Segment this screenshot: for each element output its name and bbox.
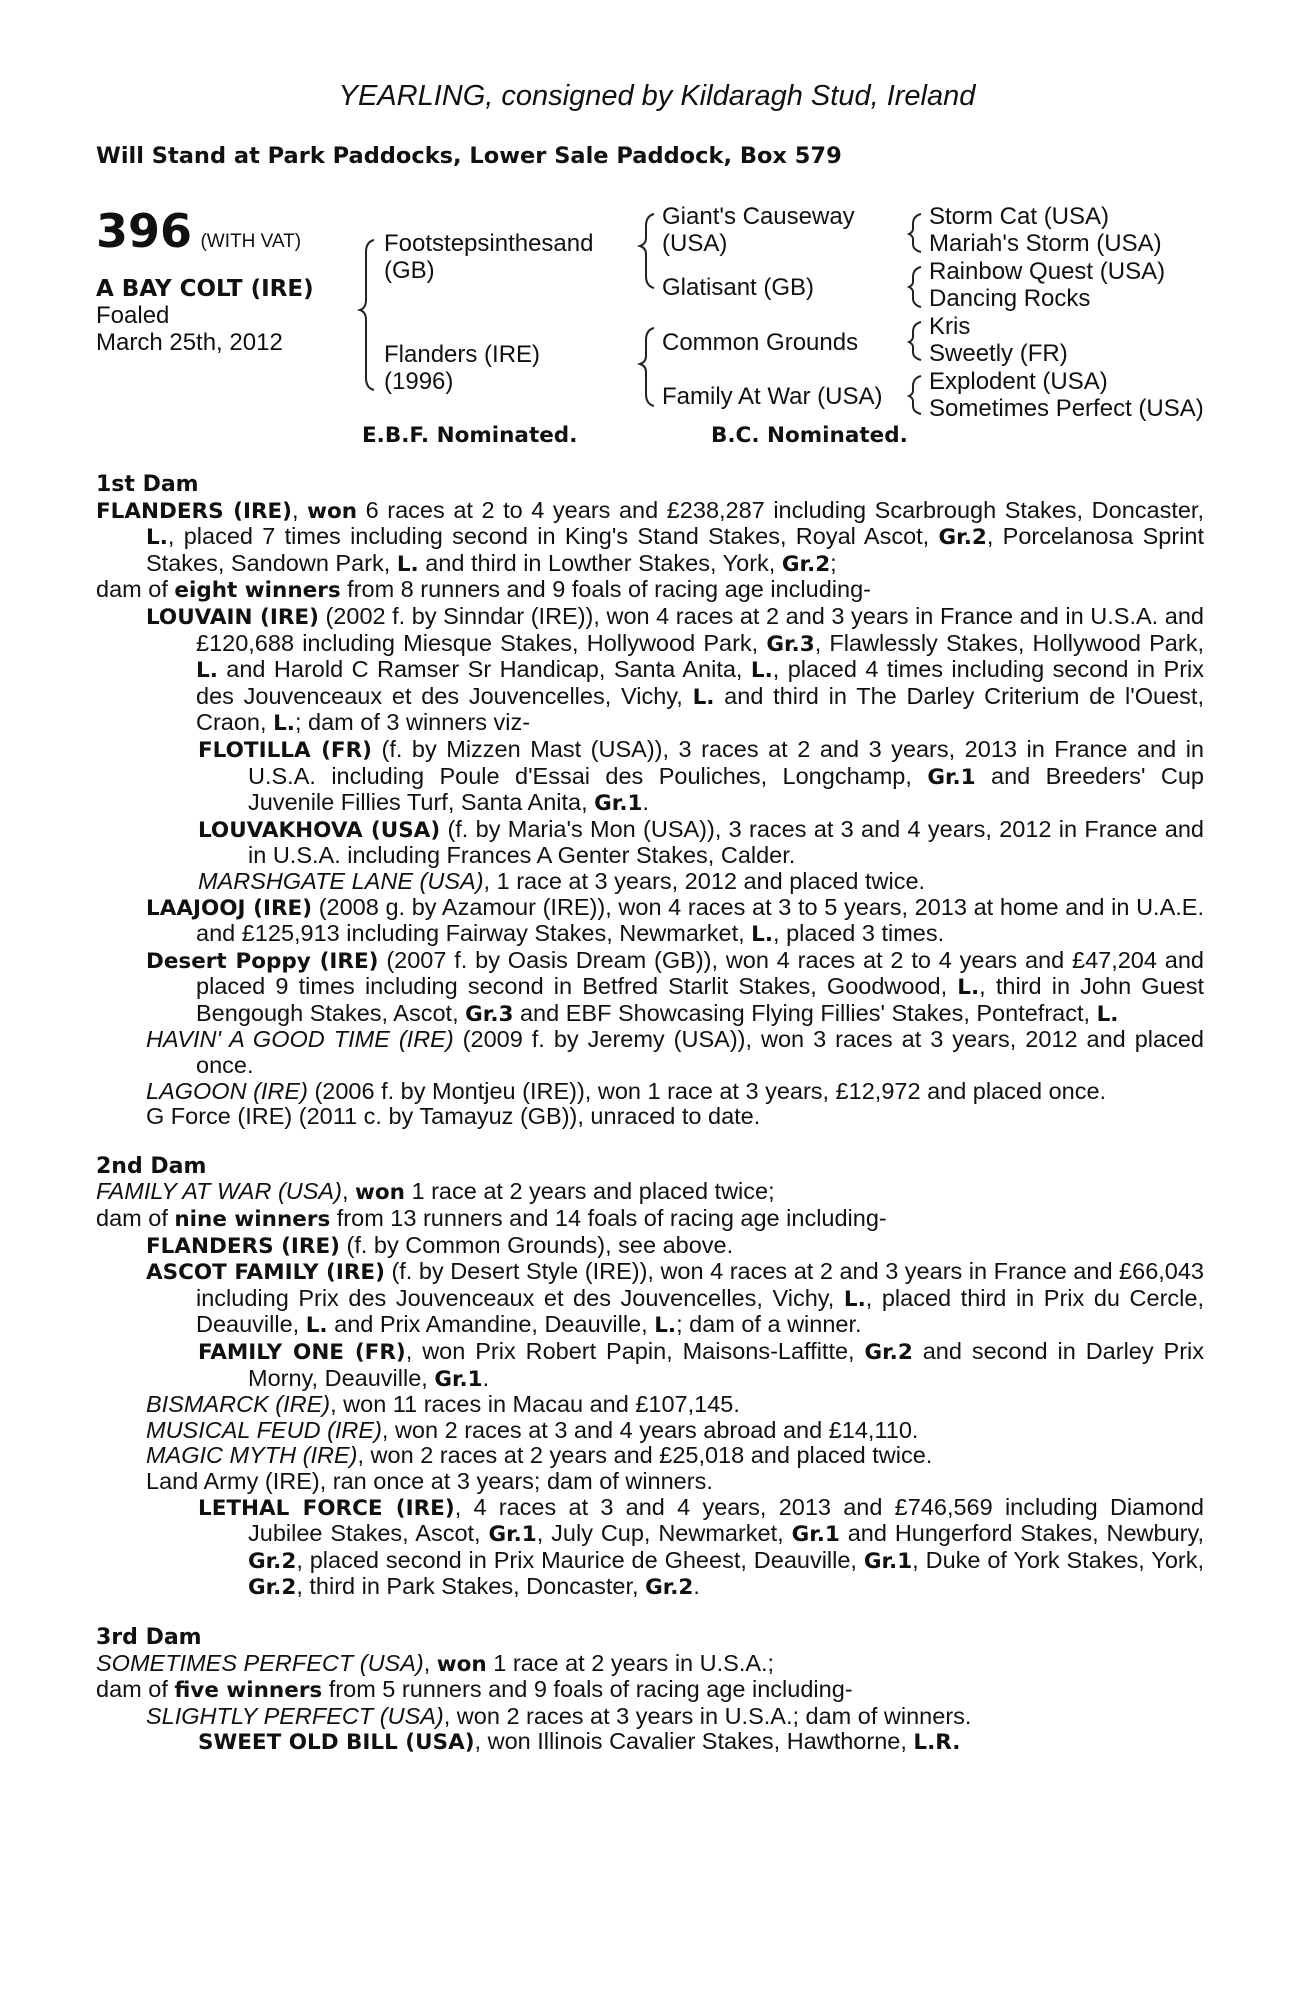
bold-text: L. [1096,1001,1119,1027]
text-run: (2002 f. by Sinndar (IRE)), won 4 races at 2 and 3 years in France and in U.S.A. and £120,688 including Miesque Stakes, Hollywood Park, [196,602,1204,656]
bold-text: SWEET OLD BILL (USA) [198,1730,475,1756]
dam-entry [96,577,1204,604]
text-run: , Flawlessly Stakes, Hollywood Park, [814,629,1204,656]
family-sections [96,472,1204,1756]
bold-text: won [307,498,358,524]
text-run: 1 race at 2 years and placed twice; [404,1178,775,1205]
produce-entry [96,1495,1204,1601]
bold-text: five winners [174,1678,323,1704]
bold-text: eight winners [174,578,341,604]
bold-text: L. [196,658,218,684]
italic-text: MUSICAL FEUD (IRE) [146,1416,382,1443]
sire-dam-name: Glatisant (GB) [662,274,815,301]
text-run: ; dam of a winner. [676,1311,862,1338]
bold-text: FAMILY ONE (FR) [198,1340,406,1365]
vat-note: (WITH VAT) [200,231,302,252]
text-run: , won Illinois Cavalier Stakes, Hawthorne, [474,1728,914,1755]
produce-entry [96,1079,1204,1105]
text-run: , placed 3 times. [773,920,945,947]
g5-name: Kris [929,313,971,340]
text-run: . [482,1364,490,1391]
text-run: dam of [96,1205,175,1232]
text-run: , won 2 races at 3 years in U.S.A.; dam of winners. [443,1702,972,1729]
text-run: dam of [96,576,175,603]
text-run: Land Army (IRE), ran once at 3 years; dam of winners. [146,1467,713,1494]
dam-entry [96,1179,1204,1206]
bold-text: Gr.1 [863,1548,913,1574]
produce-entry [96,1027,1204,1078]
text-run: (2006 f. by Montjeu (IRE)), won 1 race at 3 years, £12,972 and placed once. [307,1077,1107,1104]
produce-entry [96,1729,1204,1756]
text-run: G Force (IRE) (2011 c. by Tamayuz (GB)), unraced to date. [146,1103,761,1130]
text-run: , won 2 races at 3 and 4 years abroad and £14,110. [381,1416,919,1443]
italic-text: FAMILY AT WAR (USA) [96,1178,342,1205]
bold-text: L. [654,1313,677,1339]
dam-entry [96,1651,1204,1678]
text-run: and third in The Darley Criterium de l'Ouest, Craon, [196,682,1204,736]
text-run: from 8 runners and 9 foals of racing age including- [340,576,871,603]
produce-entry [96,1469,1204,1495]
ebf-nominated: E.B.F. Nominated. [362,423,578,448]
text-run: , third in John Guest Bengough Stakes, Ascot, [196,973,1204,1026]
text-run: , won Prix Robert Papin, Maisons-Laffitte, [405,1338,865,1364]
bold-text: LETHAL FORCE (IRE) [198,1495,455,1521]
italic-text: MAGIC MYTH (IRE) [146,1442,358,1469]
bold-text: Gr.2 [938,525,987,551]
text-run: , July Cup, Newmarket, [536,1520,792,1547]
bold-text: won [355,1180,405,1206]
sire-bracket [360,240,374,390]
text-run: and Breeders' Cup Juvenile Fillies Turf, Santa Anita, [248,762,1205,816]
italic-text: SOMETIMES PERFECT (USA) [96,1649,424,1676]
bold-text: Gr.1 [434,1366,483,1392]
section-heading: 1st Dam [96,472,199,497]
g3-bracket [909,322,921,360]
sire-name: Footstepsinthesand [384,230,594,257]
text-run: and Hungerford Stakes, Newbury, [839,1520,1205,1547]
g2-bracket [909,267,921,307]
dam-sire-bracket [640,328,654,406]
text-run: and EBF Showcasing Flying Fillies' Stakes, Pontefract, [513,999,1097,1026]
produce-entry [96,1392,1204,1418]
dam-entry [96,498,1204,578]
text-run: (f. by Common Grounds), see above. [339,1231,734,1258]
produce-entry [96,1418,1204,1444]
dam-entry [96,1677,1204,1704]
produce-entry [96,737,1204,817]
produce-entry [96,869,1204,895]
bold-text: L. [692,684,715,710]
italic-text: HAVIN' A GOOD TIME (IRE) [146,1026,454,1053]
text-run: . [693,1573,700,1600]
bold-text: Gr.2 [645,1575,694,1601]
bold-text: Gr.1 [594,791,643,817]
g1-bracket [909,214,921,252]
dam-name: Flanders (IRE) [384,341,541,368]
bold-text: L. [273,711,295,737]
bold-text: L.R. [913,1730,961,1756]
bold-text: Gr.3 [465,1001,514,1027]
text-run: 6 races at 2 to 4 years and £238,287 including Scarbrough Stakes, Doncaster, [357,496,1204,523]
produce-entry [96,1339,1204,1392]
text-run: ; dam of 3 winners viz- [294,709,531,736]
dam-section [96,1154,1204,1601]
section-heading: 2nd Dam [96,1153,207,1179]
bold-text: FLANDERS (IRE) [96,498,293,524]
dam-dam-name: Family At War (USA) [662,383,883,410]
bold-text: Desert Poppy (IRE) [146,948,379,974]
bold-text: Gr.2 [781,551,831,577]
bold-text: L. [305,1313,328,1339]
text-run: dam of [96,1676,175,1703]
italic-text: BISMARCK (IRE) [146,1391,331,1418]
bold-text: LAAJOOJ (IRE) [146,895,313,921]
bold-text: ASCOT FAMILY (IRE) [146,1260,385,1286]
dam-sire-name: Common Grounds [662,329,859,356]
text-run: , 1 race at 3 years, 2012 and placed twice. [483,867,926,894]
text-run: and Harold C Ramser Sr Handicap, Santa Anita, [217,656,751,683]
bold-text: LOUVAKHOVA (USA) [198,817,441,843]
g6-name: Sweetly (FR) [929,340,1068,367]
bold-text: FLOTILLA (FR) [198,737,372,763]
text-run: , [341,1178,355,1205]
text-run: from 13 runners and 14 foals of racing age including- [330,1205,887,1232]
text-run: (2008 g. by Azamour (IRE)), won 4 races at 3 to 5 years, 2013 at home and in U.A.E. and £125,913 including Fairway Stakes, Newmarket, [196,893,1204,947]
bold-text: L. [751,922,774,948]
italic-text: MARSHGATE LANE (USA) [198,867,484,894]
text-run: , placed 4 times including second in Prix des Jouvenceaux et des Jouvencelles, Vichy, [196,656,1204,709]
text-run: , placed 7 times including second in King's Stand Stakes, Royal Ascot, [167,523,939,550]
dam-section [96,472,1204,1130]
dam-section [96,1625,1204,1756]
lot-number: 396 [96,204,193,258]
bold-text: Gr.1 [927,764,976,790]
sale-title: YEARLING, consigned by Kildaragh Stud, Ireland [338,80,976,112]
text-run: from 5 runners and 9 foals of racing age including- [322,1676,853,1703]
bold-text: Gr.1 [791,1522,840,1548]
bold-text: L. [396,551,419,577]
lot-name: A BAY COLT (IRE) [96,276,314,302]
section-heading: 3rd Dam [96,1624,202,1650]
produce-entry [96,948,1204,1028]
g2-name: Mariah's Storm (USA) [929,230,1162,257]
bold-text: Gr.3 [766,631,815,657]
bold-text: Gr.1 [488,1522,537,1548]
text-run: and third in Lowther Stakes, York, [418,549,782,576]
produce-entry [96,1104,1204,1130]
italic-text: SLIGHTLY PERFECT (USA) [146,1702,444,1729]
text-run: . [642,789,649,816]
sire-sire-name: Giant's Causeway [662,203,855,230]
text-run: (2007 f. by Oasis Dream (GB)), won 4 races at 2 to 4 years and £47,204 and placed 9 times including second in Betfred Starlit Stakes, Goodwood, [196,946,1204,1000]
sire-sire-origin: (USA) [662,230,728,257]
bold-text: nine winners [174,1207,331,1233]
bold-text: L. [146,525,168,551]
text-run: (f. by Desert Style (IRE)), won 4 races at 2 and 3 years in France and £66,043 including Prix des Jouvenceaux et des Jouvencelles, Vichy, [196,1258,1204,1311]
text-run: and Prix Amandine, Deauville, [327,1311,655,1338]
text-run: , [423,1649,437,1676]
italic-text: LAGOON (IRE) [146,1077,308,1104]
text-run: , third in Park Stakes, Doncaster, [296,1573,646,1600]
bold-text: L. [750,658,773,684]
g8-name: Sometimes Perfect (USA) [929,395,1204,422]
g4-name: Dancing Rocks [929,285,1091,312]
text-run: (f. by Mizzen Mast (USA)), 3 races at 2 and 3 years, 2013 in France and in U.S.A. including Poule d'Essai des Pouliches, Longchamp, [248,735,1204,789]
text-run: (2009 f. by Jeremy (USA)), won 3 races at 3 years, 2012 and placed once. [196,1026,1204,1079]
g1-name: Storm Cat (USA) [929,203,1110,230]
produce-entry [96,604,1204,737]
text-run: ; [830,549,837,576]
bold-text: L. [957,975,980,1001]
text-run: , Porcelanosa Sprint Stakes, Sandown Park, [146,523,1204,576]
bold-text: LOUVAIN (IRE) [146,604,319,630]
text-run: , won 2 races at 2 years and £25,018 and placed twice. [357,1442,933,1469]
text-run: 1 race at 2 years in U.S.A.; [486,1649,775,1676]
g4-bracket [909,376,921,414]
text-run: (f. by Maria's Mon (USA)), 3 races at 3 and 4 years, 2012 in France and in U.S.A. including Frances A Genter Stakes, Calder. [248,815,1204,869]
text-run: and second in Darley Prix Morny, Deauville, [248,1338,1204,1391]
dam-year: (1996) [384,368,454,395]
sire-sire-bracket [640,214,654,288]
stand-location: Will Stand at Park Paddocks, Lower Sale Paddock, Box 579 [96,143,842,169]
text-run: , placed third in Prix du Cercle, Deauville, [196,1284,1204,1338]
bc-nominated: B.C. Nominated. [711,423,908,448]
produce-entry [96,817,1204,869]
bold-text: FLANDERS (IRE) [146,1233,340,1259]
g3-name: Rainbow Quest (USA) [929,258,1166,285]
bold-text: Gr.2 [248,1575,297,1601]
dam-entry [96,1206,1204,1233]
g7-name: Explodent (USA) [929,368,1108,395]
text-run: , 4 races at 3 and 4 years, 2013 and £746,569 including Diamond Jubilee Stakes, Ascot, [248,1493,1205,1547]
text-run: , [292,496,308,523]
produce-entry [96,1233,1204,1260]
produce-entry [96,1259,1204,1339]
produce-entry [96,895,1204,948]
text-run: , placed second in Prix Maurice de Gheest, Deauville, [296,1546,864,1573]
text-run: , won 11 races in Macau and £107,145. [330,1391,740,1418]
foaled-date: March 25th, 2012 [96,329,283,356]
text-run: , Duke of York Stakes, York, [912,1546,1204,1573]
produce-entry [96,1443,1204,1469]
sire-origin: (GB) [384,257,435,284]
bold-text: Gr.2 [864,1340,913,1365]
bold-text: Gr.2 [248,1548,297,1574]
produce-entry [96,1704,1204,1730]
bold-text: L. [843,1286,866,1312]
bold-text: won [436,1651,487,1677]
foaled-label: Foaled [96,302,170,329]
